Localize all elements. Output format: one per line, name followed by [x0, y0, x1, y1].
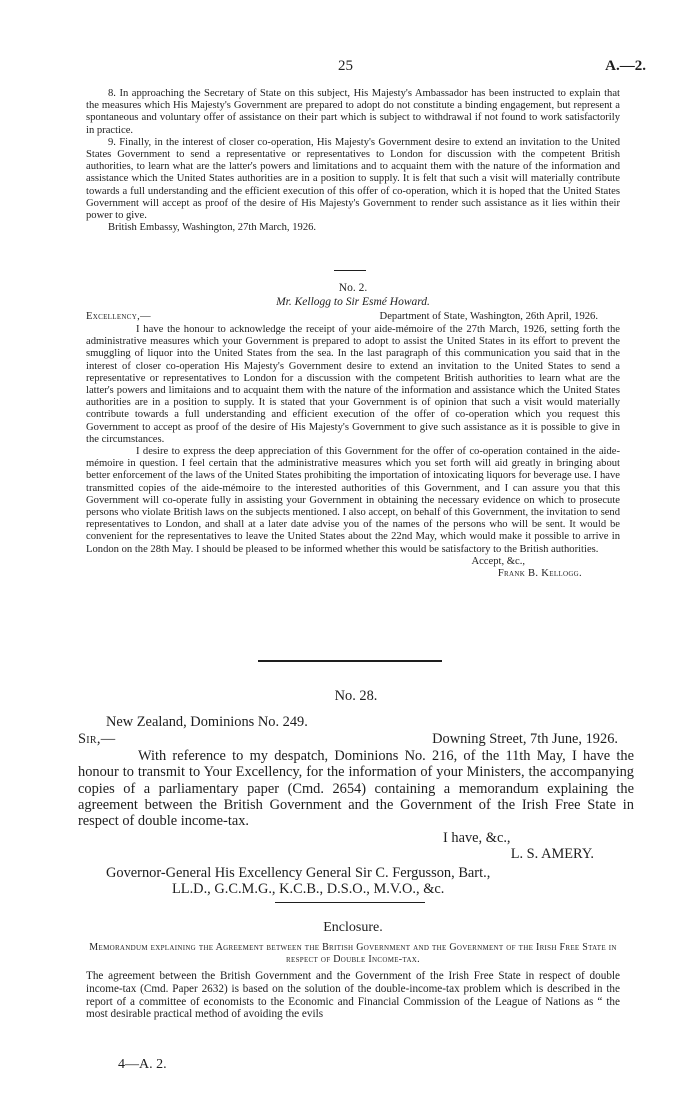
short-divider [334, 270, 366, 271]
embassy-letter [86, 88, 620, 234]
address-dateline: Department of State, Washington, 26th April, 1926. [379, 311, 598, 322]
paragraph-8: 8. In approaching the Secretary of State on this subject, His Majesty's Ambassador has been instructed to explain that the measures which His Majesty's Government are prepared to adopt do not constitute a binding engagement, but represent a spontaneous and voluntary offer of assistance on their part which is subject to withdrawal if not found to work satisfactorily in practice. [86, 88, 620, 136]
page-number: 25 [338, 58, 353, 74]
amery-body: With reference to my despatch, Dominions No. 216, of the 11th May, I have the honour to transmit to Your Excellency, for the information of your Ministers, the accompanying copies of a parliamentary paper (Cmd. 2654) containing a memorandum explaining the agreement between the British Government and the Government of the Irish Free State in respect of double income-tax. [78, 747, 634, 830]
closing: I have, &c., [443, 829, 511, 846]
memorandum-body: The agreement between the British Government and the Government of the Irish Free State in respect of double income-tax (Cmd. Paper 2632) is based on the solution of the double-income-tax problem which is described in the report of a committee of economists to the Economic and Financial Commission of the League of Nations as “ the most desirable practical method of avoiding the evils [86, 970, 620, 1021]
addressee-line-2: LL.D., G.C.M.G., K.C.B., D.S.O., M.V.O., &c. [172, 881, 445, 898]
despatch-number: No. 28. [334, 688, 378, 704]
despatch-title: Mr. Kellogg to Sir Esmé Howard. [276, 296, 430, 308]
page-header [0, 58, 700, 78]
address-dateline: Downing Street, 7th June, 1926. [432, 730, 618, 747]
section-divider [275, 902, 425, 903]
salutation: Sir,— [78, 730, 116, 747]
despatch-number: No. 2. [338, 282, 368, 294]
signature-mark: 4—A. 2. [118, 1057, 167, 1072]
despatch-reference: New Zealand, Dominions No. 249. [106, 714, 308, 731]
section-divider [258, 660, 442, 662]
salutation: Excellency,— [86, 311, 151, 322]
memorandum-heading: Memorandum explaining the Agreement between the British Government and the Government of the Irish Free State in respect of Double Income-tax. [89, 942, 617, 966]
salutation-line [86, 311, 620, 324]
embassy-signoff: British Embassy, Washington, 27th March, 1926. [108, 222, 317, 234]
signature: L. S. AMERY. [510, 846, 594, 863]
salutation-line [78, 731, 634, 748]
paragraph-9: 9. Finally, in the interest of closer co-operation, His Majesty's Government desire to extend an invitation to the United States Government to send a representative or representatives to London for discussion with the competent British authorities, to learn what are the latter's powers and limitations and to acquaint them with the nature of the information and assistance which the United States authorities are in a position to supply. It is felt that such a visit will materially contribute towards a full understanding and the efficient execution of this offer of co-operation, which it is hoped that the United States Government will accept as proof of the desire of His Majesty's Government to render such assistance as it lies within their power to give. [86, 136, 620, 222]
addressee-line-1: Governor-General His Excellency General Sir C. Fergusson, Bart., [106, 864, 491, 881]
kellogg-paragraph-2: I desire to express the deep appreciation of this Government for the offer of co-operation contained in the aide-mémoire in question. I feel certain that the administrative measures which you set forth will aid greatly in bringing about better enforcement of the laws of the United States prohibiting the importation of intoxicating liquors for beverage use. I have transmitted copies of the aide-mémoire to the interested authorities of this Government, and I can assure you that this Government will co-operate fully in assisting your Government in obtaining the necessary evidence on which to prosecute persons who violate British laws on the subjects mentioned. I also accept, on behalf of this Government, the invitation to send representatives to London, and shall at a later date advise you of the names of the persons who will be sent. It would be convenient for the representatives to leave the United States about the 22nd May, which would make it possible to arrive in London on the 28th May. I should be pleased to be informed whether this would be satisfactory to the British authorities. [86, 446, 620, 555]
despatch-no-28 [78, 688, 634, 897]
enclosure [86, 920, 620, 1021]
closing: Accept, &c., [471, 555, 525, 567]
document-reference: A.—2. [605, 58, 646, 74]
enclosure-title: Enclosure. [323, 920, 383, 935]
signature: Frank B. Kellogg. [497, 568, 582, 580]
despatch-no-2 [86, 281, 620, 580]
kellogg-paragraph-1: I have the honour to acknowledge the receipt of your aide-mémoire of the 27th March, 1926, setting forth the administrative measures which your Government is prepared to adopt to assist the United States in its effort to prevent the smuggling of liquor into the United States from the sea. In the last paragraph of this communication you said that in the interest of closer co-operation His Majesty's Government desire to extend an invitation to the United States to send a representative or representatives to London for a discussion with the competent British authorities to learn what are the latter's powers and limitaions and to acquaint them with the nature of the information and assistance which the United States authorities are in a position to supply. It is stated that your Government is of opinion that such a visit would materially contribute towards a full understanding and efficient execution of the offer of co-operation which you request this Government to accept as proof of the desire of His Majesty's Government to give such assistance as it is possible to give in the circumstances. [86, 324, 620, 445]
